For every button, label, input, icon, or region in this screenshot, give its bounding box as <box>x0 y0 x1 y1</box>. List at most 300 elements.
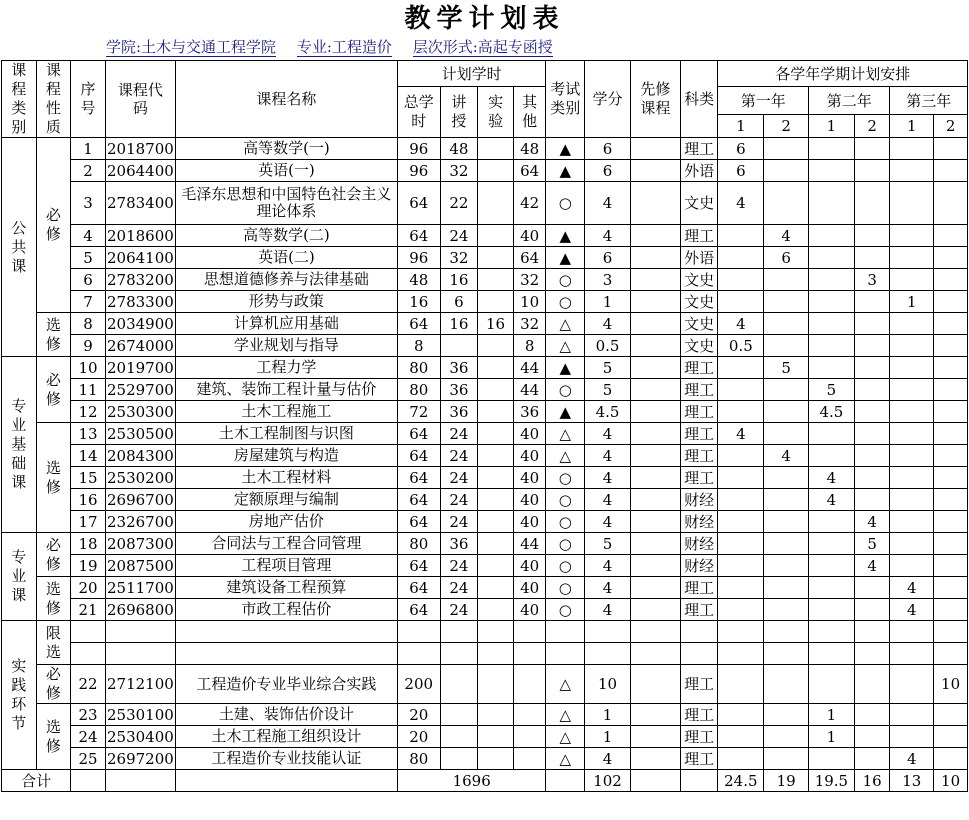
nature-required: 必 修 <box>36 357 71 423</box>
course-term-hours <box>890 726 934 748</box>
course-other: 44 <box>513 357 546 379</box>
table-row <box>2 291 968 313</box>
course-seq: 12 <box>71 401 106 423</box>
table-row <box>2 726 968 748</box>
course-lab <box>478 379 514 401</box>
course-subject: 理工 <box>680 665 718 704</box>
course-total-hours: 64 <box>397 313 440 335</box>
course-name: 高等数学(二) <box>176 225 398 247</box>
course-other: 40 <box>513 555 546 577</box>
course-subject: 财经 <box>680 555 718 577</box>
course-term-hours <box>809 138 855 160</box>
course-term-hours <box>809 247 855 269</box>
course-lab <box>478 748 514 770</box>
course-term-hours <box>809 182 855 225</box>
course-term-hours <box>718 357 764 379</box>
header-term: 1 <box>890 115 934 138</box>
course-credit: 4 <box>585 577 631 599</box>
table-row <box>2 599 968 621</box>
table-row <box>2 533 968 555</box>
course-credit: 1 <box>585 704 631 726</box>
course-code: 2712100 <box>105 665 175 704</box>
course-subject <box>680 643 718 665</box>
course-term-hours <box>764 313 809 335</box>
course-other: 10 <box>513 291 546 313</box>
course-lecture: 36 <box>440 401 478 423</box>
course-lab <box>478 423 514 445</box>
course-term-hours <box>809 225 855 247</box>
cell-empty <box>105 770 175 792</box>
course-code: 2783200 <box>106 270 174 289</box>
course-credit: 4 <box>585 182 631 225</box>
course-term-hours <box>854 423 890 445</box>
course-term-hours <box>854 704 890 726</box>
table-row <box>2 555 968 577</box>
course-credit: 4 <box>585 467 631 489</box>
course-term-hours <box>809 445 855 467</box>
course-credit: 4 <box>585 489 631 511</box>
course-lecture: 36 <box>440 533 478 555</box>
course-lecture: 24 <box>440 511 478 533</box>
course-term-hours: 4 <box>890 748 934 770</box>
course-prereq <box>630 445 680 467</box>
course-term-hours <box>718 726 764 748</box>
course-term-hours <box>890 467 934 489</box>
course-prereq <box>630 401 680 423</box>
cell-empty <box>630 770 680 792</box>
course-term-hours: 4 <box>718 182 764 225</box>
course-term-hours <box>934 313 968 335</box>
course-other <box>513 726 546 748</box>
course-subject: 理工 <box>680 379 718 401</box>
course-lecture: 32 <box>440 247 478 269</box>
header-schedule: 各学年学期计划安排 <box>718 61 968 87</box>
course-term-hours <box>854 182 890 225</box>
course-other: 40 <box>513 511 546 533</box>
course-term-hours <box>854 379 890 401</box>
course-total-hours <box>397 621 440 643</box>
course-lab <box>478 138 514 160</box>
course-term-hours <box>764 555 809 577</box>
header-exam-type: 考试 类别 <box>546 61 585 138</box>
header-year1: 第一年 <box>718 87 809 115</box>
course-lecture: 48 <box>440 138 478 160</box>
course-seq: 17 <box>71 511 106 533</box>
course-term-hours <box>809 357 855 379</box>
course-total-hours <box>397 643 440 665</box>
course-other: 44 <box>513 379 546 401</box>
totals-term: 13 <box>890 770 934 792</box>
course-term-hours: 4 <box>764 225 809 247</box>
course-term-hours <box>764 748 809 770</box>
course-lecture: 24 <box>440 423 478 445</box>
course-term-hours <box>890 511 934 533</box>
course-term-hours: 1 <box>809 726 855 748</box>
course-credit: 5 <box>585 533 631 555</box>
table-row <box>2 665 968 704</box>
course-term-hours <box>718 379 764 401</box>
course-exam-type: △ <box>546 423 585 445</box>
course-subject: 理工 <box>680 577 718 599</box>
course-subject: 理工 <box>680 467 718 489</box>
table-row <box>2 269 968 291</box>
course-term-hours <box>934 621 968 643</box>
course-exam-type: ○ <box>546 489 585 511</box>
course-total-hours: 72 <box>397 401 440 423</box>
course-lab <box>478 225 514 247</box>
course-term-hours <box>890 423 934 445</box>
course-code: 2529700 <box>106 380 174 399</box>
course-term-hours <box>934 555 968 577</box>
course-lab <box>478 726 514 748</box>
course-prereq <box>630 704 680 726</box>
course-seq: 6 <box>71 269 106 291</box>
course-total-hours: 64 <box>397 599 440 621</box>
course-credit: 1 <box>585 291 631 313</box>
course-credit: 4 <box>585 555 631 577</box>
course-subject: 文史 <box>680 182 718 225</box>
course-term-hours <box>764 335 809 357</box>
course-credit: 4 <box>585 313 631 335</box>
course-prereq <box>630 599 680 621</box>
course-term-hours <box>854 748 890 770</box>
course-prereq <box>630 423 680 445</box>
course-seq: 2 <box>71 160 106 182</box>
course-prereq <box>630 225 680 247</box>
header-prereq: 先修 课程 <box>630 61 680 138</box>
course-term-hours <box>809 269 855 291</box>
course-term-hours <box>809 335 855 357</box>
course-prereq <box>630 160 680 182</box>
course-code: 2530500 <box>106 424 174 443</box>
table-row <box>2 182 968 225</box>
course-other: 8 <box>513 335 546 357</box>
header-year2: 第二年 <box>809 87 890 115</box>
course-credit: 4 <box>585 445 631 467</box>
course-name: 土木工程施工组织设计 <box>176 726 398 748</box>
course-term-hours <box>809 555 855 577</box>
course-other: 42 <box>513 182 546 225</box>
course-term-hours: 4 <box>718 313 764 335</box>
course-code: 2326700 <box>106 512 174 531</box>
course-name: 工程造价专业技能认证 <box>176 748 398 770</box>
course-seq: 14 <box>71 445 106 467</box>
course-subject: 理工 <box>680 704 718 726</box>
course-exam-type: △ <box>546 726 585 748</box>
course-term-hours <box>764 182 809 225</box>
course-lecture: 16 <box>440 313 478 335</box>
course-prereq <box>630 182 680 225</box>
course-other: 32 <box>513 269 546 291</box>
header-name: 课程名称 <box>176 61 398 138</box>
course-lecture: 24 <box>440 489 478 511</box>
course-lecture <box>440 643 478 665</box>
course-exam-type: ▲ <box>546 225 585 247</box>
course-seq <box>71 643 106 665</box>
course-other: 64 <box>513 160 546 182</box>
category-prof-basic: 专 业 基 础 课 <box>2 357 37 533</box>
table-row <box>2 423 968 445</box>
table-row <box>2 313 968 335</box>
course-term-hours <box>718 621 764 643</box>
course-exam-type: ○ <box>546 533 585 555</box>
course-code: 2783400 <box>105 182 175 225</box>
course-term-hours <box>890 357 934 379</box>
course-term-hours <box>854 160 890 182</box>
course-code: 2674000 <box>106 336 174 355</box>
course-term-hours <box>718 489 764 511</box>
course-term-hours <box>854 357 890 379</box>
table-row <box>2 357 968 379</box>
course-lab <box>478 291 514 313</box>
course-lab <box>478 182 514 225</box>
course-seq: 11 <box>71 379 106 401</box>
course-total-hours: 64 <box>397 577 440 599</box>
course-term-hours <box>934 379 968 401</box>
totals-label: 合计 <box>2 770 71 792</box>
course-other: 40 <box>513 225 546 247</box>
course-term-hours: 5 <box>809 379 855 401</box>
course-term-hours <box>718 467 764 489</box>
course-name: 思想道德修养与法律基础 <box>176 269 398 291</box>
course-prereq <box>630 489 680 511</box>
course-credit <box>585 643 631 665</box>
course-term-hours: 4 <box>809 467 855 489</box>
course-prereq <box>630 357 680 379</box>
course-exam-type: ▲ <box>546 247 585 269</box>
course-other: 40 <box>513 423 546 445</box>
course-subject: 财经 <box>680 511 718 533</box>
course-term-hours <box>854 726 890 748</box>
course-term-hours <box>718 748 764 770</box>
course-credit: 3 <box>585 269 631 291</box>
course-lab <box>478 621 514 643</box>
college-label: 学院:土木与交通工程学院 <box>106 38 277 56</box>
course-code: 2018700 <box>106 139 174 158</box>
course-other: 40 <box>513 467 546 489</box>
course-other: 48 <box>513 138 546 160</box>
course-lab <box>478 160 514 182</box>
course-name: 形势与政策 <box>176 291 398 313</box>
course-name: 房地产估价 <box>176 511 398 533</box>
course-lab <box>478 577 514 599</box>
course-lab <box>478 533 514 555</box>
course-term-hours <box>934 599 968 621</box>
course-lab <box>478 599 514 621</box>
course-term-hours <box>809 313 855 335</box>
course-exam-type: △ <box>546 748 585 770</box>
course-seq: 20 <box>71 577 106 599</box>
totals-term: 10 <box>934 770 968 792</box>
course-prereq <box>630 726 680 748</box>
course-term-hours <box>764 704 809 726</box>
category-prof: 专 业 课 <box>2 533 37 621</box>
course-term-hours <box>764 269 809 291</box>
table-row <box>2 489 968 511</box>
course-term-hours: 0.5 <box>718 335 764 357</box>
totals-hours: 1696 <box>397 770 546 792</box>
teaching-plan-table <box>1 60 968 792</box>
course-name: 土建、装饰估价设计 <box>176 704 398 726</box>
course-exam-type: ○ <box>546 577 585 599</box>
course-term-hours <box>718 401 764 423</box>
course-exam-type: ▲ <box>546 357 585 379</box>
course-term-hours <box>718 577 764 599</box>
course-exam-type: ○ <box>546 511 585 533</box>
course-lecture: 6 <box>440 291 478 313</box>
course-code: 2783300 <box>106 292 174 311</box>
course-exam-type: ○ <box>546 291 585 313</box>
course-term-hours <box>934 467 968 489</box>
course-lecture: 16 <box>440 269 478 291</box>
course-exam-type: △ <box>546 313 585 335</box>
course-term-hours <box>764 599 809 621</box>
course-term-hours <box>890 704 934 726</box>
header-total-hours: 总学 时 <box>397 87 440 138</box>
course-term-hours <box>854 489 890 511</box>
header-plan-hours: 计划学时 <box>397 61 546 87</box>
course-term-hours <box>890 621 934 643</box>
course-term-hours <box>890 335 934 357</box>
course-other <box>513 665 546 704</box>
course-prereq <box>630 138 680 160</box>
header-term: 2 <box>854 115 890 138</box>
page-title: 教学计划表 <box>404 4 565 34</box>
course-subject: 文史 <box>680 335 718 357</box>
course-term-hours <box>718 225 764 247</box>
cell-empty <box>680 770 718 792</box>
course-lab <box>478 401 514 423</box>
course-code: 2530300 <box>106 402 174 421</box>
course-term-hours <box>809 577 855 599</box>
course-credit: 6 <box>585 138 631 160</box>
course-lab <box>478 357 514 379</box>
course-total-hours: 80 <box>397 533 440 555</box>
course-lecture: 36 <box>440 357 478 379</box>
course-term-hours <box>809 423 855 445</box>
course-term-hours <box>764 577 809 599</box>
course-credit: 4 <box>585 599 631 621</box>
table-row <box>2 467 968 489</box>
category-practice: 实 践 环 节 <box>2 621 37 770</box>
course-credit <box>585 621 631 643</box>
course-term-hours <box>934 726 968 748</box>
course-seq: 23 <box>71 704 106 726</box>
course-term-hours <box>854 599 890 621</box>
course-credit: 1 <box>585 726 631 748</box>
course-lab <box>478 511 514 533</box>
course-term-hours: 4 <box>890 577 934 599</box>
course-term-hours: 1 <box>809 704 855 726</box>
course-exam-type: ○ <box>546 269 585 291</box>
course-term-hours <box>934 291 968 313</box>
course-prereq <box>630 379 680 401</box>
course-subject: 理工 <box>680 599 718 621</box>
course-name: 毛泽东思想和中国特色社会主义理论体系 <box>176 182 398 225</box>
course-term-hours <box>854 225 890 247</box>
course-total-hours: 64 <box>397 445 440 467</box>
course-term-hours: 4 <box>854 511 890 533</box>
course-seq: 1 <box>71 138 106 160</box>
course-code: 2064100 <box>106 248 174 267</box>
course-term-hours <box>890 379 934 401</box>
course-total-hours: 64 <box>397 423 440 445</box>
course-term-hours <box>854 643 890 665</box>
nature-elective: 选 修 <box>36 423 71 533</box>
course-total-hours: 48 <box>397 269 440 291</box>
table-row <box>2 511 968 533</box>
table-row <box>2 138 968 160</box>
course-name <box>176 643 398 665</box>
course-prereq <box>630 533 680 555</box>
course-code: 2087300 <box>106 534 174 553</box>
course-other: 40 <box>513 577 546 599</box>
course-prereq <box>630 313 680 335</box>
header-lecture: 讲 授 <box>440 87 478 138</box>
course-lecture: 24 <box>440 555 478 577</box>
course-other: 32 <box>513 313 546 335</box>
course-other: 44 <box>513 533 546 555</box>
course-total-hours: 20 <box>397 726 440 748</box>
course-total-hours: 64 <box>397 225 440 247</box>
course-seq: 19 <box>71 555 106 577</box>
table-row <box>2 379 968 401</box>
course-lecture: 24 <box>440 445 478 467</box>
course-prereq <box>630 291 680 313</box>
course-credit: 6 <box>585 247 631 269</box>
course-code: 2087500 <box>106 556 174 575</box>
totals-term: 16 <box>854 770 890 792</box>
course-name <box>176 621 398 643</box>
course-term-hours <box>764 291 809 313</box>
course-exam-type: ○ <box>546 379 585 401</box>
table-row <box>2 247 968 269</box>
totals-term: 19 <box>764 770 809 792</box>
course-exam-type: ○ <box>546 467 585 489</box>
course-term-hours: 4 <box>890 599 934 621</box>
course-term-hours <box>854 313 890 335</box>
course-exam-type: △ <box>546 445 585 467</box>
table-row <box>2 445 968 467</box>
table-row <box>2 704 968 726</box>
course-subject: 财经 <box>680 489 718 511</box>
course-subject: 文史 <box>680 291 718 313</box>
course-lab <box>478 335 514 357</box>
course-term-hours <box>934 269 968 291</box>
plan-meta <box>106 37 569 57</box>
course-lecture <box>440 665 478 704</box>
course-total-hours: 200 <box>397 665 440 704</box>
course-exam-type: ○ <box>546 555 585 577</box>
course-term-hours <box>764 621 809 643</box>
table-row <box>2 643 968 665</box>
header-category: 课 程 类 别 <box>2 61 37 138</box>
course-seq: 9 <box>71 335 106 357</box>
course-credit: 4 <box>585 511 631 533</box>
course-term-hours <box>809 643 855 665</box>
course-code: 2530200 <box>106 468 174 487</box>
course-lab <box>478 269 514 291</box>
course-prereq <box>630 269 680 291</box>
course-total-hours: 20 <box>397 704 440 726</box>
course-code: 2019700 <box>106 358 174 377</box>
course-term-hours: 6 <box>764 247 809 269</box>
course-code <box>105 621 175 643</box>
header-year3: 第三年 <box>890 87 968 115</box>
course-name: 建筑、装饰工程计量与估价 <box>176 379 398 401</box>
course-term-hours <box>890 160 934 182</box>
course-other: 64 <box>513 247 546 269</box>
